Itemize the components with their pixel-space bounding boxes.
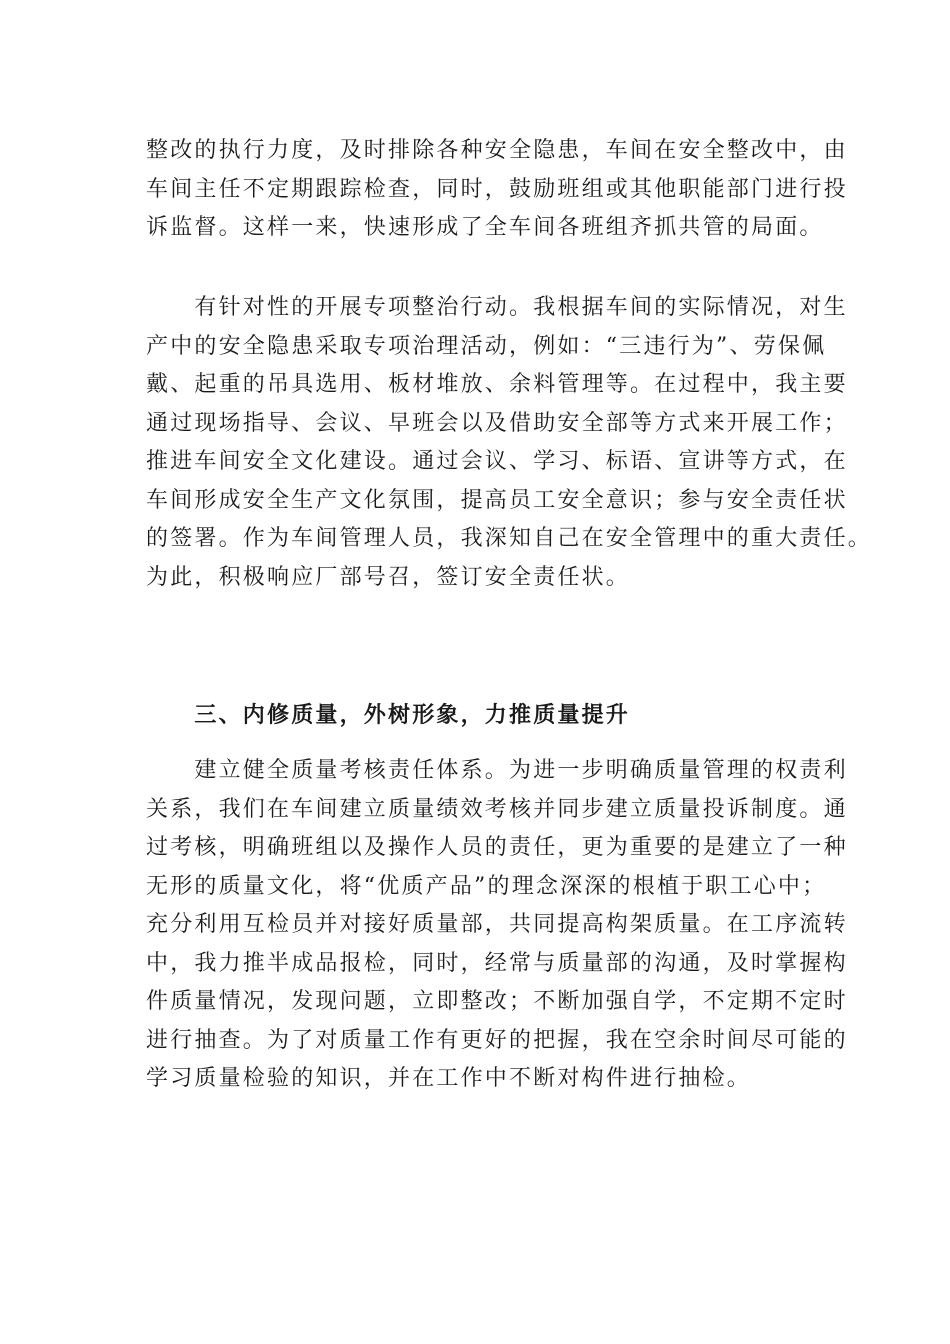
text-line: 为此，积极响应厂部号召，签订安全责任状。 [146,564,631,590]
heading-line: 三、内修质量，外树形象，力推质量提升 [146,703,631,728]
text-line: 车间主任不定期跟踪检查，同时，鼓励班组或其他职能部门进行投 [146,176,848,202]
text-line: 推进车间安全文化建设。通过会议、学习、标语、宣讲等方式，在 [146,449,848,474]
text-line: 学习质量检验的知识，并在工作中不断对构件进行抽检。 [146,1066,752,1091]
text-line: 戴、起重的吊具选用、板材堆放、余料管理等。在过程中，我主要 [146,372,848,397]
text-line: 诉监督。这样一来，快速形成了全车间各班组齐抓共管的局面。 [146,215,824,240]
text-line: 无形的质量文化，将“优质产品”的理念深深的根植于职工心中； [146,873,827,899]
text-line: 车间形成安全生产文化氛围，提高员工安全意识；参与安全责任状 [146,487,848,513]
text-line: 充分利用互检员并对接好质量部，共同提高构架质量。在工序流转 [146,912,848,937]
text-line: 的签署。作为车间管理人员，我深知自己在安全管理中的重大责任。 [146,526,873,551]
paragraph-3 [146,752,848,1099]
section-heading [146,697,811,736]
text-line: 整改的执行力度，及时排除各种安全隐患，车间在安全整改中，由 [146,138,848,163]
text-line: 过考核，明确班组以及操作人员的责任，更为重要的是建立了一种 [146,835,848,860]
text-line: 件质量情况，发现问题，立即整改；不断加强自学，不定期不定时 [146,989,848,1014]
text-line: 关系，我们在车间建立质量绩效考核并同步建立质量投诉制度。通 [146,796,848,822]
text-line: 中，我力推半成品报检，同时，经常与质量部的沟通，及时掌握构 [146,950,848,976]
paragraph-2 [146,289,873,597]
text-line: 建立健全质量考核责任体系。为进一步明确质量管理的权责利 [146,758,848,783]
text-line: 有针对性的开展专项整治行动。我根据车间的实际情况，对生 [146,295,848,320]
text-line: 产中的安全隐患采取专项治理活动，例如：“三违行为”、劳保佩 [146,333,827,359]
text-line: 进行抽查。为了对质量工作有更好的把握，我在空余时间尽可能的 [146,1027,848,1053]
paragraph-1 [146,132,848,248]
text-line: 通过现场指导、会议、早班会以及借助安全部等方式来开展工作； [146,410,848,436]
